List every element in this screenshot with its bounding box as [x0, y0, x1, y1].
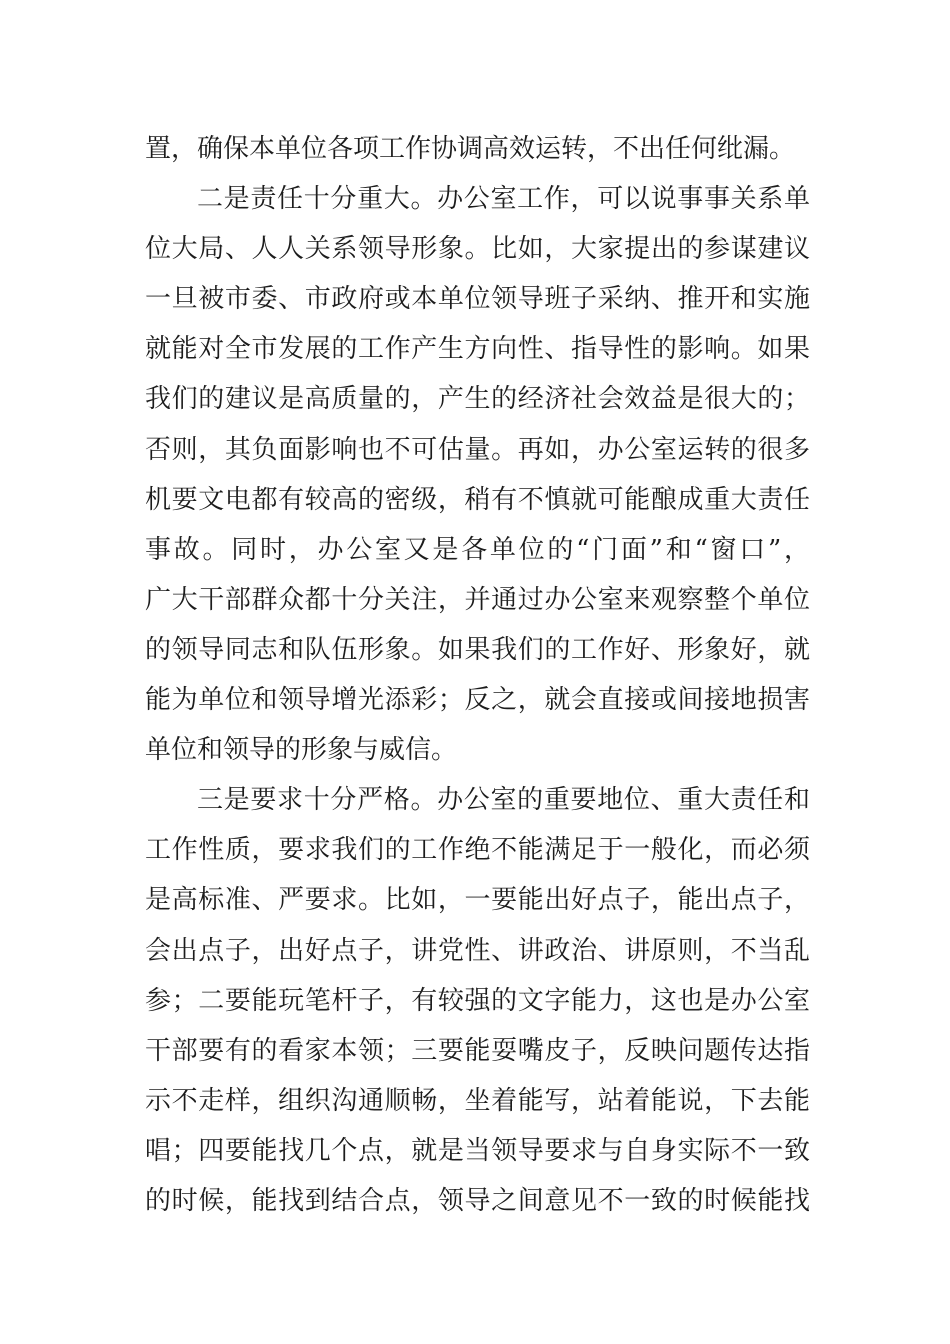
- text-line: 广大干部群众都十分关注，并通过办公室来观察整个单位: [145, 584, 810, 615]
- document-body: [145, 124, 810, 1226]
- text-line: 我们的建议是高质量的，产生的经济社会效益是很大的；: [145, 384, 810, 415]
- text-line: 唱；四要能找几个点，就是当领导要求与自身实际不一致: [145, 1135, 810, 1166]
- text-line: 否则，其负面影响也不可估量。再如，办公室运转的很多: [145, 434, 810, 465]
- text-line: 一旦被市委、市政府或本单位领导班子采纳、推开和实施: [145, 284, 810, 315]
- text-line: 机要文电都有较高的密级，稍有不慎就可能酿成重大责任: [145, 484, 810, 515]
- text-line: 工作性质，要求我们的工作绝不能满足于一般化，而必须: [145, 835, 810, 866]
- text-line: 干部要有的看家本领；三要能耍嘴皮子，反映问题传达指: [145, 1035, 810, 1066]
- text-line: 的时候，能找到结合点，领导之间意见不一致的时候能找: [145, 1185, 810, 1216]
- text-line: 置，确保本单位各项工作协调高效运转，不出任何纰漏。: [145, 134, 796, 164]
- text-line: 就能对全市发展的工作产生方向性、指导性的影响。如果: [145, 334, 810, 365]
- text-line: 示不走样，组织沟通顺畅，坐着能写，站着能说，下去能: [145, 1085, 810, 1116]
- text-line: 单位和领导的形象与威信。: [145, 735, 458, 766]
- text-line: 参；二要能玩笔杆子，有较强的文字能力，这也是办公室: [145, 985, 810, 1016]
- paragraph-start-line: 三是要求十分严格。办公室的重要地位、重大责任和: [197, 785, 810, 816]
- text-line: 会出点子，出好点子，讲党性、讲政治、讲原则，不当乱: [145, 935, 810, 966]
- text-line: 事故。同时，办公室又是各单位的“门面”和“窗口”，: [145, 534, 810, 565]
- paragraph-start-line: 二是责任十分重大。办公室工作，可以说事事关系单: [197, 184, 810, 215]
- text-line: 位大局、人人关系领导形象。比如，大家提出的参谋建议: [145, 234, 810, 265]
- text-line: 是高标准、严要求。比如，一要能出好点子，能出点子，: [145, 885, 810, 916]
- text-line: 的领导同志和队伍形象。如果我们的工作好、形象好，就: [145, 634, 810, 665]
- text-line: 能为单位和领导增光添彩；反之，就会直接或间接地损害: [145, 685, 810, 716]
